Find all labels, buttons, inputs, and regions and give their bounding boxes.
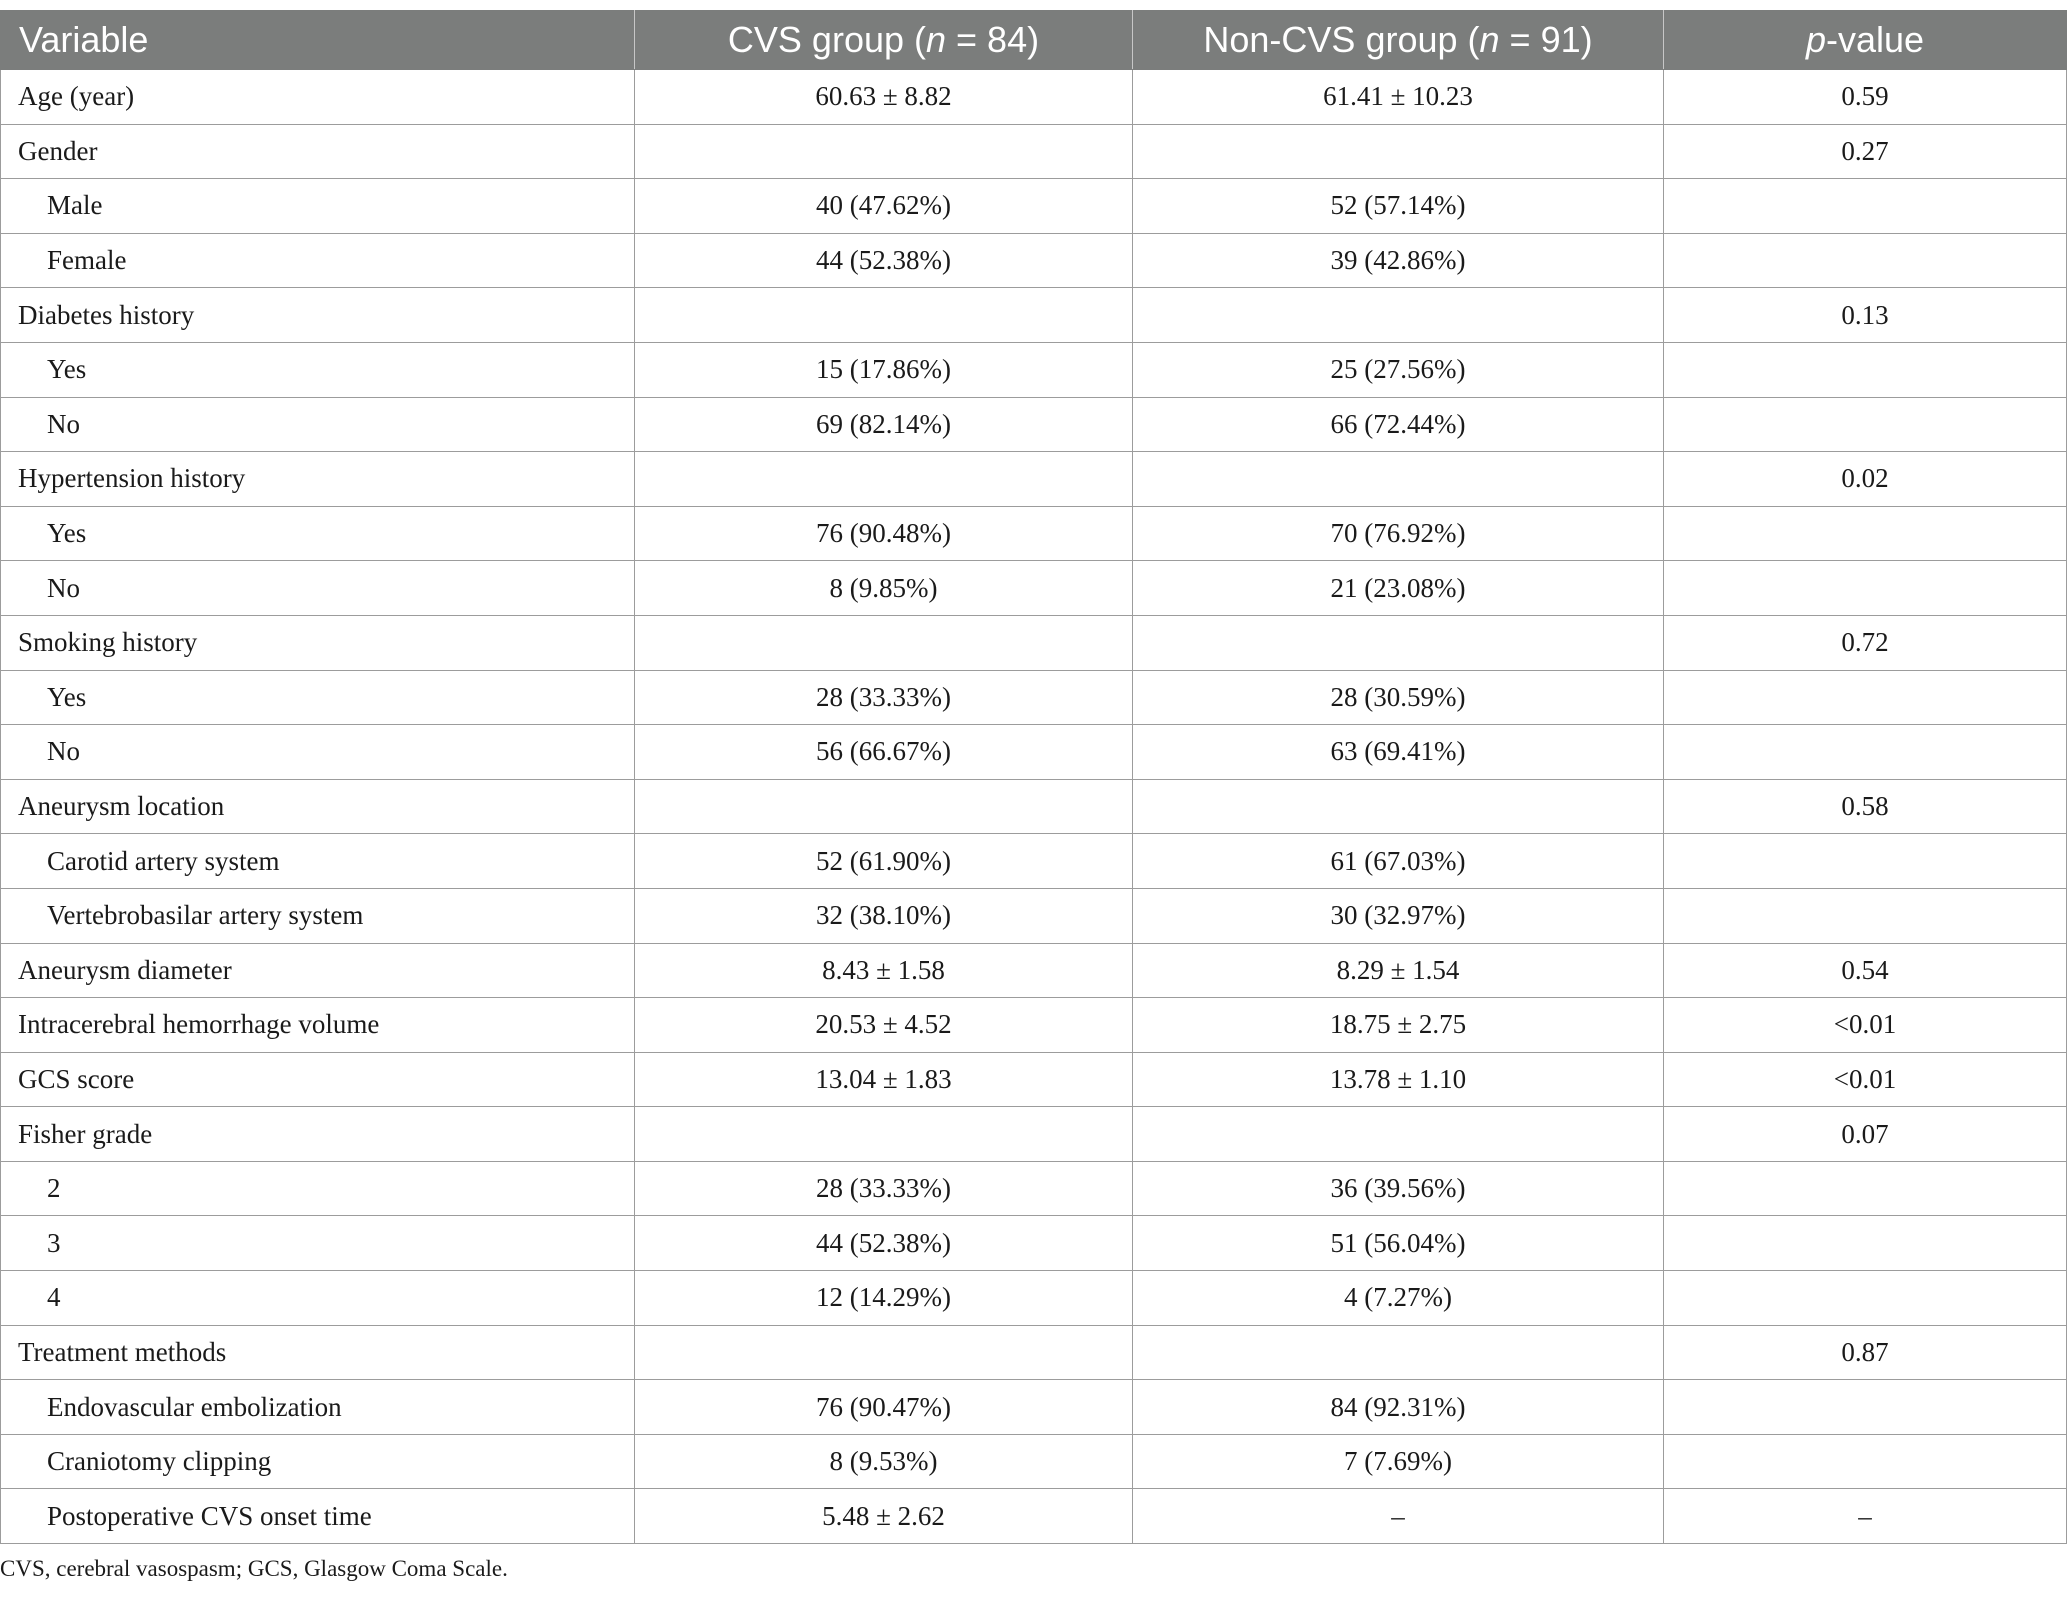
- cell-variable: Treatment methods: [1, 1325, 635, 1380]
- table-body: [1, 70, 2067, 1544]
- table-row: [1, 1107, 2067, 1162]
- cell-non-cvs-group: [1133, 615, 1664, 670]
- cell-variable: No: [1, 397, 635, 452]
- cell-variable: Age (year): [1, 70, 635, 125]
- cell-p-value: 0.59: [1664, 70, 2067, 125]
- cell-cvs-group: [635, 779, 1133, 834]
- cell-p-value: [1664, 233, 2067, 288]
- cell-cvs-group: 8 (9.53%): [635, 1434, 1133, 1489]
- cell-non-cvs-group: 28 (30.59%): [1133, 670, 1664, 725]
- table-row: [1, 561, 2067, 616]
- table-row: [1, 506, 2067, 561]
- cell-variable: Aneurysm location: [1, 779, 635, 834]
- table-row: [1, 70, 2067, 125]
- cell-p-value: [1664, 561, 2067, 616]
- table-row: [1, 1271, 2067, 1326]
- header-cvs-group: [635, 11, 1133, 70]
- cell-p-value: [1664, 834, 2067, 889]
- cell-p-value: –: [1664, 1489, 2067, 1544]
- cell-variable: Vertebrobasilar artery system: [1, 888, 635, 943]
- cell-non-cvs-group: 70 (76.92%): [1133, 506, 1664, 561]
- cell-non-cvs-group: [1133, 452, 1664, 507]
- cell-non-cvs-group: [1133, 1325, 1664, 1380]
- header-p-italic: p: [1805, 19, 1826, 60]
- table-row: [1, 834, 2067, 889]
- cell-p-value: <0.01: [1664, 998, 2067, 1053]
- cell-non-cvs-group: 30 (32.97%): [1133, 888, 1664, 943]
- cell-cvs-group: [635, 1325, 1133, 1380]
- cell-cvs-group: 5.48 ± 2.62: [635, 1489, 1133, 1544]
- cell-cvs-group: [635, 452, 1133, 507]
- header-non-cvs-group: [1133, 11, 1664, 70]
- cell-cvs-group: 76 (90.48%): [635, 506, 1133, 561]
- baseline-characteristics-table: [0, 10, 2067, 1544]
- table-row: [1, 397, 2067, 452]
- table-row: [1, 1380, 2067, 1435]
- cell-non-cvs-group: [1133, 288, 1664, 343]
- cell-p-value: 0.02: [1664, 452, 2067, 507]
- cell-variable: No: [1, 725, 635, 780]
- cell-cvs-group: 13.04 ± 1.83: [635, 1052, 1133, 1107]
- cell-cvs-group: [635, 1107, 1133, 1162]
- table-row: [1, 179, 2067, 234]
- table-row: [1, 1325, 2067, 1380]
- header-noncvs-n: n: [1479, 19, 1500, 60]
- table-row: [1, 233, 2067, 288]
- cell-cvs-group: 15 (17.86%): [635, 342, 1133, 397]
- cell-variable: 2: [1, 1161, 635, 1216]
- cell-non-cvs-group: 36 (39.56%): [1133, 1161, 1664, 1216]
- cell-p-value: 0.27: [1664, 124, 2067, 179]
- table-row: [1, 288, 2067, 343]
- cell-variable: Postoperative CVS onset time: [1, 1489, 635, 1544]
- table-row: [1, 888, 2067, 943]
- table-row: [1, 1216, 2067, 1271]
- header-noncvs-suffix: = 91): [1499, 19, 1593, 60]
- cell-cvs-group: 69 (82.14%): [635, 397, 1133, 452]
- cell-variable: Male: [1, 179, 635, 234]
- table-row: [1, 670, 2067, 725]
- cell-cvs-group: 20.53 ± 4.52: [635, 998, 1133, 1053]
- cell-variable: Yes: [1, 670, 635, 725]
- cell-cvs-group: 76 (90.47%): [635, 1380, 1133, 1435]
- cell-p-value: [1664, 1161, 2067, 1216]
- cell-cvs-group: 44 (52.38%): [635, 233, 1133, 288]
- cell-variable: Intracerebral hemorrhage volume: [1, 998, 635, 1053]
- cell-cvs-group: 40 (47.62%): [635, 179, 1133, 234]
- cell-non-cvs-group: 18.75 ± 2.75: [1133, 998, 1664, 1053]
- table-row: [1, 1052, 2067, 1107]
- cell-non-cvs-group: 66 (72.44%): [1133, 397, 1664, 452]
- cell-variable: Gender: [1, 124, 635, 179]
- cell-p-value: [1664, 725, 2067, 780]
- cell-non-cvs-group: 25 (27.56%): [1133, 342, 1664, 397]
- cell-non-cvs-group: –: [1133, 1489, 1664, 1544]
- cell-p-value: [1664, 888, 2067, 943]
- header-row: [1, 11, 2067, 70]
- cell-non-cvs-group: 4 (7.27%): [1133, 1271, 1664, 1326]
- table-row: [1, 943, 2067, 998]
- table-row: [1, 1434, 2067, 1489]
- cell-p-value: [1664, 1216, 2067, 1271]
- table-row: [1, 615, 2067, 670]
- cell-p-value: [1664, 1271, 2067, 1326]
- cell-cvs-group: [635, 615, 1133, 670]
- header-noncvs-prefix: Non-CVS group (: [1203, 19, 1480, 60]
- cell-non-cvs-group: 61 (67.03%): [1133, 834, 1664, 889]
- cell-variable: Fisher grade: [1, 1107, 635, 1162]
- header-cvs-suffix: = 84): [946, 19, 1040, 60]
- cell-cvs-group: 28 (33.33%): [635, 670, 1133, 725]
- cell-variable: Female: [1, 233, 635, 288]
- cell-variable: Yes: [1, 342, 635, 397]
- cell-non-cvs-group: 52 (57.14%): [1133, 179, 1664, 234]
- table-row: [1, 342, 2067, 397]
- cell-cvs-group: 60.63 ± 8.82: [635, 70, 1133, 125]
- cell-variable: Hypertension history: [1, 452, 635, 507]
- cell-non-cvs-group: 13.78 ± 1.10: [1133, 1052, 1664, 1107]
- cell-cvs-group: 44 (52.38%): [635, 1216, 1133, 1271]
- header-p-value: [1664, 11, 2067, 70]
- cell-p-value: <0.01: [1664, 1052, 2067, 1107]
- cell-cvs-group: [635, 288, 1133, 343]
- cell-variable: Craniotomy clipping: [1, 1434, 635, 1489]
- cell-cvs-group: 8.43 ± 1.58: [635, 943, 1133, 998]
- cell-p-value: [1664, 1380, 2067, 1435]
- cell-cvs-group: 28 (33.33%): [635, 1161, 1133, 1216]
- cell-non-cvs-group: 84 (92.31%): [1133, 1380, 1664, 1435]
- table-row: [1, 998, 2067, 1053]
- cell-p-value: 0.13: [1664, 288, 2067, 343]
- cell-p-value: 0.58: [1664, 779, 2067, 834]
- cell-variable: Smoking history: [1, 615, 635, 670]
- cell-variable: GCS score: [1, 1052, 635, 1107]
- cell-p-value: 0.54: [1664, 943, 2067, 998]
- table-row: [1, 725, 2067, 780]
- cell-variable: 4: [1, 1271, 635, 1326]
- cell-p-value: [1664, 1434, 2067, 1489]
- header-cvs-prefix: CVS group (: [727, 19, 926, 60]
- table-row: [1, 779, 2067, 834]
- cell-non-cvs-group: 39 (42.86%): [1133, 233, 1664, 288]
- cell-variable: Carotid artery system: [1, 834, 635, 889]
- table-row: [1, 1489, 2067, 1544]
- cell-non-cvs-group: 21 (23.08%): [1133, 561, 1664, 616]
- cell-p-value: [1664, 670, 2067, 725]
- cell-non-cvs-group: [1133, 779, 1664, 834]
- cell-variable: Endovascular embolization: [1, 1380, 635, 1435]
- table-row: [1, 124, 2067, 179]
- cell-variable: Yes: [1, 506, 635, 561]
- cell-cvs-group: 12 (14.29%): [635, 1271, 1133, 1326]
- cell-p-value: [1664, 397, 2067, 452]
- header-cvs-n: n: [926, 19, 947, 60]
- header-variable: Variable: [1, 11, 635, 70]
- cell-variable: Diabetes history: [1, 288, 635, 343]
- table-row: [1, 452, 2067, 507]
- table-header: [1, 11, 2067, 70]
- cell-variable: Aneurysm diameter: [1, 943, 635, 998]
- cell-p-value: 0.87: [1664, 1325, 2067, 1380]
- table-footnote: CVS, cerebral vasospasm; GCS, Glasgow Coma Scale.: [0, 1556, 508, 1581]
- cell-variable: No: [1, 561, 635, 616]
- header-p-suffix: -value: [1825, 19, 1925, 60]
- cell-p-value: [1664, 342, 2067, 397]
- cell-p-value: 0.07: [1664, 1107, 2067, 1162]
- cell-variable: 3: [1, 1216, 635, 1271]
- cell-non-cvs-group: 61.41 ± 10.23: [1133, 70, 1664, 125]
- cell-cvs-group: [635, 124, 1133, 179]
- cell-p-value: [1664, 179, 2067, 234]
- cell-non-cvs-group: 8.29 ± 1.54: [1133, 943, 1664, 998]
- cell-cvs-group: 32 (38.10%): [635, 888, 1133, 943]
- cell-non-cvs-group: 63 (69.41%): [1133, 725, 1664, 780]
- cell-cvs-group: 56 (66.67%): [635, 725, 1133, 780]
- cell-non-cvs-group: [1133, 124, 1664, 179]
- cell-non-cvs-group: 7 (7.69%): [1133, 1434, 1664, 1489]
- cell-cvs-group: 52 (61.90%): [635, 834, 1133, 889]
- cell-cvs-group: 8 (9.85%): [635, 561, 1133, 616]
- cell-non-cvs-group: 51 (56.04%): [1133, 1216, 1664, 1271]
- data-table-container: [0, 10, 2066, 1544]
- cell-p-value: 0.72: [1664, 615, 2067, 670]
- table-row: [1, 1161, 2067, 1216]
- cell-p-value: [1664, 506, 2067, 561]
- cell-non-cvs-group: [1133, 1107, 1664, 1162]
